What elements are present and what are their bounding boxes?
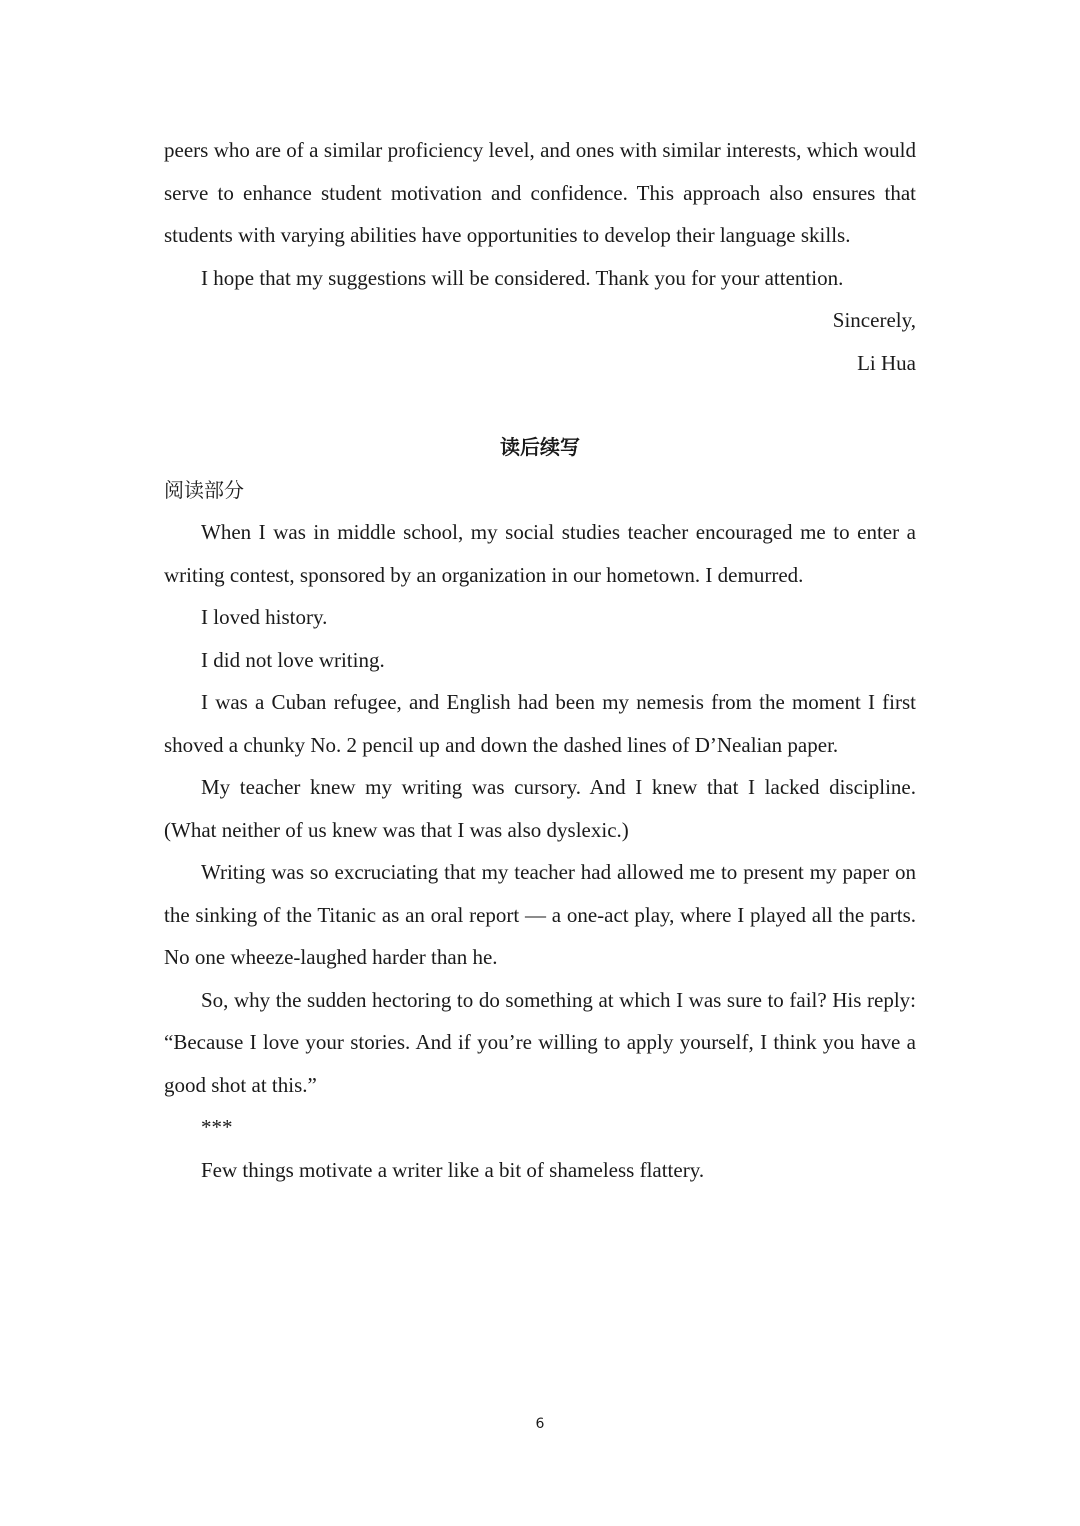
story-paragraph: So, why the sudden hectoring to do something at which I was sure to fail? His reply: “Because I love your stories. And if you’re willing to apply yourself, I think you have a good shot at this.” xyxy=(164,987,916,1097)
page-number: 6 xyxy=(535,1416,545,1432)
section-subtitle: 阅读部分 xyxy=(164,477,244,502)
story-paragraph: I did not love writing. xyxy=(201,647,385,672)
story-paragraph: Few things motivate a writer like a bit of shameless flattery. xyxy=(201,1157,705,1182)
story-paragraph: When I was in middle school, my social studies teacher encouraged me to enter a writing contest, sponsored by an organization in our hometown. I demurred. xyxy=(164,520,916,587)
story-separator: *** xyxy=(201,1115,233,1139)
document-page xyxy=(164,129,916,1191)
story-paragraph: Writing was so excruciating that my teacher had allowed me to present my paper on the sinking of the Titanic as an oral report — a one-act play, where I played all the parts. No one wheeze-laughed harder than he. xyxy=(164,860,916,969)
letter-closing-paragraph: I hope that my suggestions will be considered. Thank you for your attention. xyxy=(201,265,844,290)
story-paragraph: My teacher knew my writing was cursory. And I knew that I lacked discipline. (What neither of us knew was that I was also dyslexic.) xyxy=(164,775,916,842)
letter-sign-off: Sincerely, xyxy=(832,308,916,332)
section-title: 读后续写 xyxy=(500,435,580,459)
story-paragraph: I loved history. xyxy=(201,605,328,629)
letter-signature: Li Hua xyxy=(857,350,916,375)
letter-continuation: peers who are of a similar proficiency level, and ones with similar interests, which would serve to enhance student motivation and confidence. This approach also ensures that students with varying abilities have opportunities to develop their language skills. xyxy=(164,138,916,247)
story-paragraph: I was a Cuban refugee, and English had been my nemesis from the moment I first shoved a chunky No. 2 pencil up and down the dashed lines of D’Nealian paper. xyxy=(164,690,916,757)
